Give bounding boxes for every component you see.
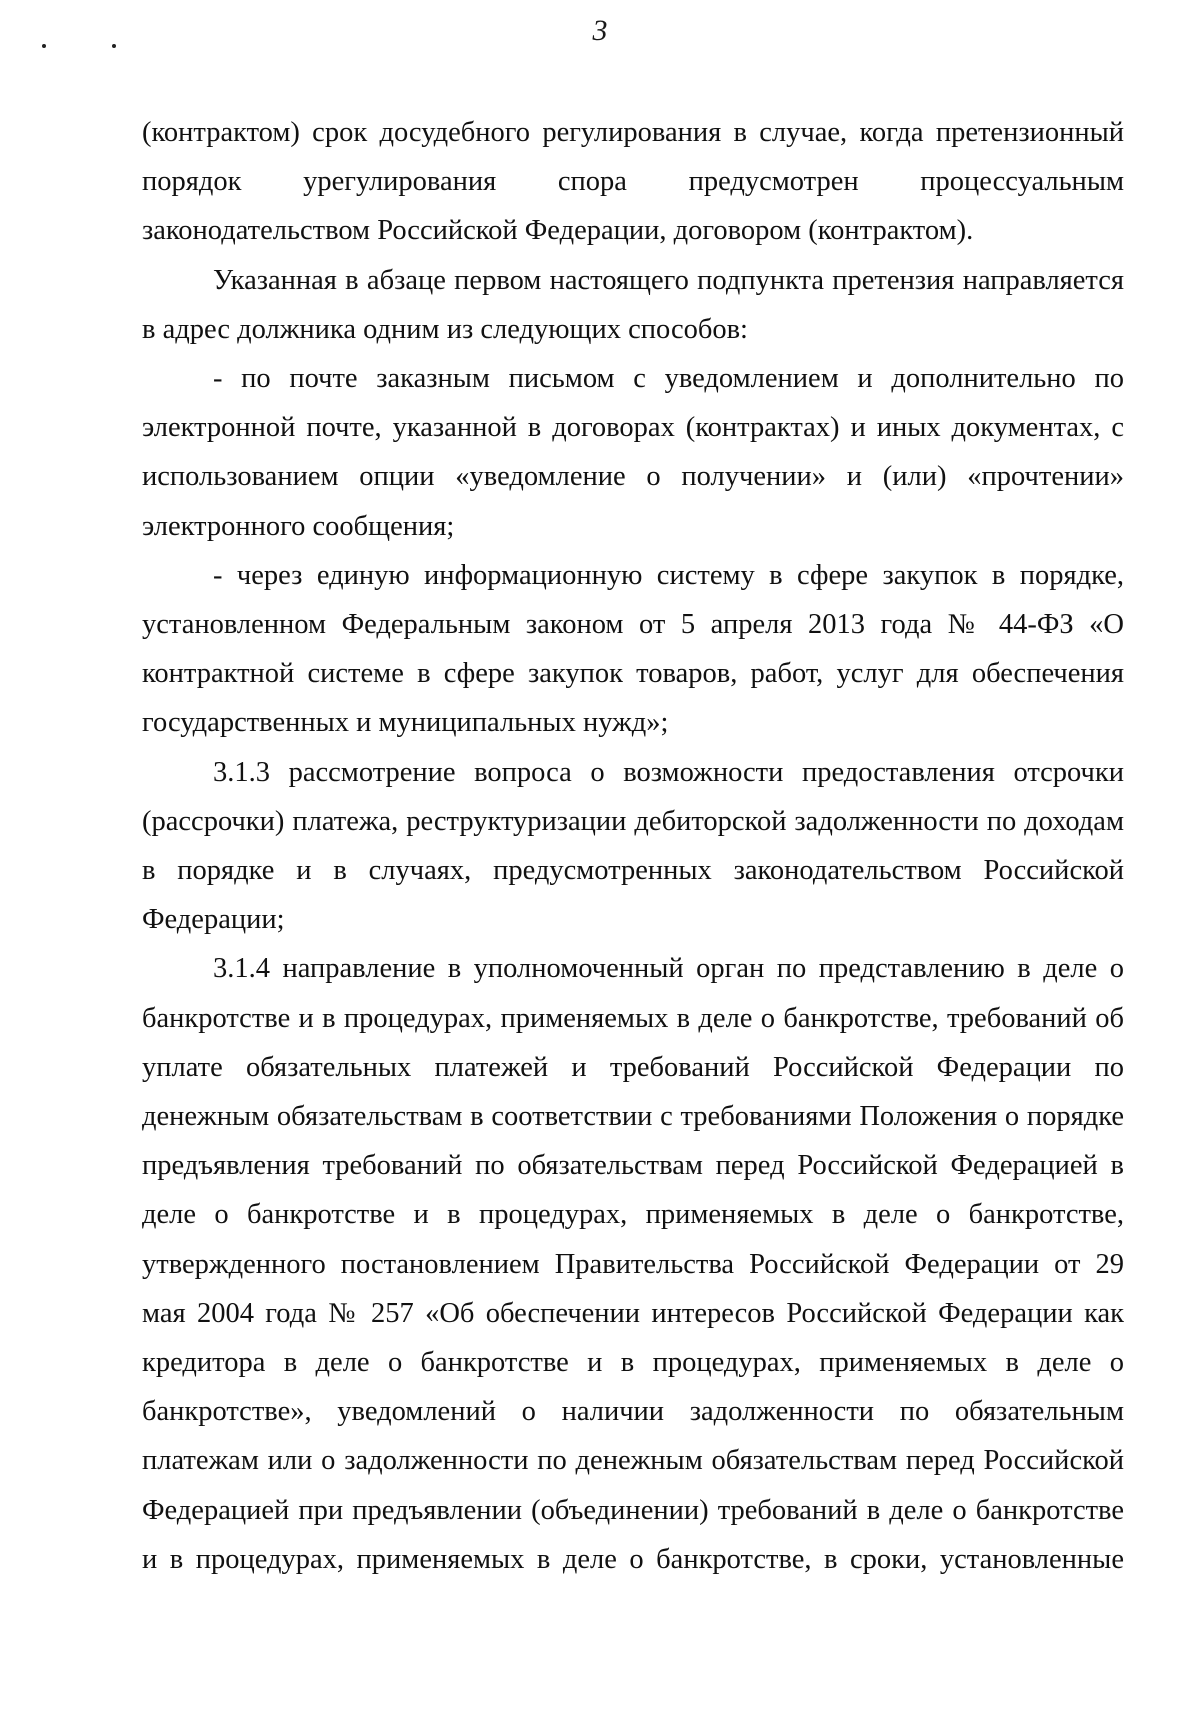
paragraph-continuation: (контрактом) срок досудебного регулирования в случае, когда претензионный порядок урегулирования спора предусмотрен процессуальным законодательством Российской Федерации, договором (контрактом). (142, 117, 1124, 247)
paragraph-item-3-1-4: 3.1.4 направление в уполномоченный орган по представлению в деле о банкротстве и в процедурах, применяемых в деле о банкротстве, требований об уплате обязательных платежей и требований Российской Федерации по денежным обязательствам в соответствии с требованиями Положения о порядке предъявления требований по обязательствам перед Российской Федерацией в деле о банкротстве и в процедурах, применяемых в деле о банкротстве, утвержденного постановлением Правительства Российской Федерации от 29 мая 2004 года № 257 «Об обеспечении интересов Российской Федерации как кредитора в деле о банкротстве и в процедурах, применяемых в деле о банкротстве», уведомлений о наличии задолженности по обязательным платежам или о задолженности по денежным обязательствам перед Российской Федерацией при предъявлении (объединении) требований в деле о банкротстве и в процедурах, применяемых в деле о банкротстве, в сроки, установленные (142, 953, 1124, 1575)
paragraph-item-3-1-3: 3.1.3 рассмотрение вопроса о возможности предоставления отсрочки (рассрочки) платежа, реструктуризации дебиторской задолженности по доходам в порядке и в случаях, предусмотренных законодательством Российской Федерации; (142, 756, 1124, 936)
paragraph-method-eis: - через единую информационную систему в сфере закупок в порядке, установленном Федеральным законом от 5 апреля 2013 года № 44-ФЗ «О контрактной системе в сфере закупок товаров, работ, услуг для обеспечения государственных и муниципальных нужд»; (142, 559, 1124, 739)
page-number: 3 (592, 14, 608, 47)
document-body (142, 108, 1124, 1584)
paragraph-claim-sending: Указанная в абзаце первом настоящего подпункта претензия направляется в адрес должника одним из следующих способов: (142, 264, 1124, 345)
paragraph-method-mail: - по почте заказным письмом с уведомлением и дополнительно по электронной почте, указанной в договорах (контрактах) и иных документах, с использованием опции «уведомление о получении» и (или) «прочтении» электронного сообщения; (142, 363, 1124, 542)
